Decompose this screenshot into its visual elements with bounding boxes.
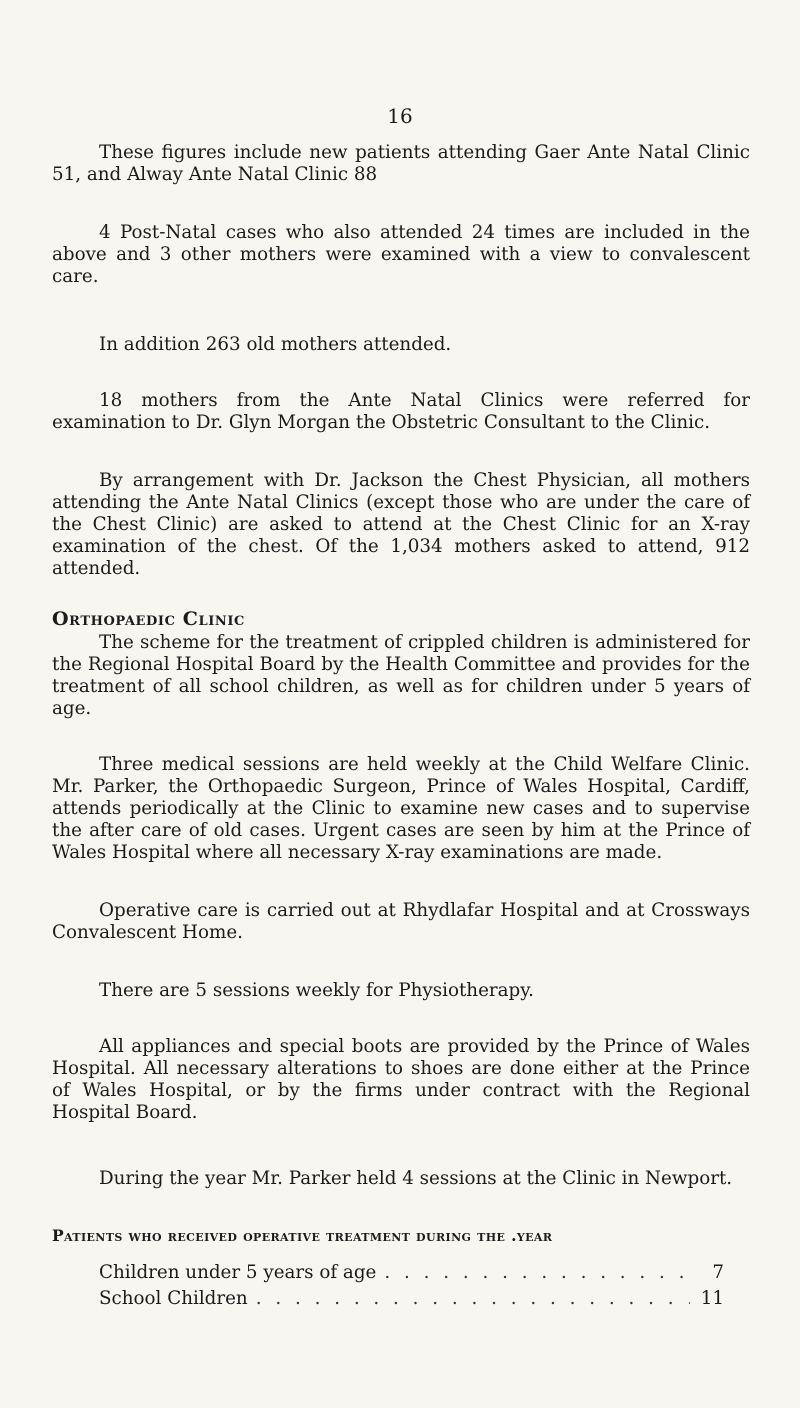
paragraph-crippled-children: The scheme for the treatment of crippled children is administered for the Regional Hospital Board by the Health Committee and provides for the treatment of all school children, as well as for children under 5 years of age. xyxy=(52,632,750,719)
leader-dots xyxy=(256,1288,690,1310)
orthopaedic-clinic-heading: Orthopaedic Clinic xyxy=(52,608,246,630)
paragraph-chest-clinic: By arrangement with Dr. Jackson the Chest Physician, all mothers attending the Ante Natal Clinics (except those who are under the care of the Chest Clinic) are asked to attend at the Chest Clinic for an X-ray examination of the chest. Of the 1,034 mothers asked to attend, 912 attended. xyxy=(52,470,750,579)
paragraph-newport-sessions: During the year Mr. Parker held 4 sessions at the Clinic in Newport. xyxy=(99,1168,733,1189)
page-number: 16 xyxy=(387,104,413,128)
table-row xyxy=(99,1262,724,1284)
table-row xyxy=(99,1288,724,1310)
row-value: 7 xyxy=(712,1262,724,1283)
operative-treatment-heading: Patients who received operative treatment during the .year xyxy=(52,1226,553,1245)
paragraph-post-natal: 4 Post-Natal cases who also attended 24 times are included in the above and 3 other mothers were examined with a view to convalescent care. xyxy=(52,222,750,287)
paragraph-old-mothers: In addition 263 old mothers attended. xyxy=(99,334,452,355)
paragraph-new-patients: These figures include new patients attending Gaer Ante Natal Clinic 51, and Alway Ante Natal Clinic 88 xyxy=(52,142,750,185)
row-label: Children under 5 years of age xyxy=(99,1262,377,1283)
paragraph-obstetric-referral: 18 mothers from the Ante Natal Clinics were referred for examination to Dr. Glyn Morgan the Obstetric Consultant to the Clinic. xyxy=(52,390,750,433)
paragraph-physiotherapy: There are 5 sessions weekly for Physiotherapy. xyxy=(99,980,534,1001)
leader-dots xyxy=(384,1262,690,1284)
paragraph-appliances: All appliances and special boots are provided by the Prince of Wales Hospital. All necessary alterations to shoes are done either at the Prince of Wales Hospital, or by the firms under contract with the Regional Hospital Board. xyxy=(52,1036,750,1123)
row-value: 11 xyxy=(700,1288,724,1309)
paragraph-operative-care: Operative care is carried out at Rhydlafar Hospital and at Crossways Convalescent Home. xyxy=(52,900,750,943)
row-label: School Children xyxy=(99,1288,248,1309)
paragraph-medical-sessions: Three medical sessions are held weekly at the Child Welfare Clinic. Mr. Parker, the Orthopaedic Surgeon, Prince of Wales Hospital, Cardiff, attends periodically at the Clinic to examine new cases and to supervise the after care of old cases. Urgent cases are seen by him at the Prince of Wales Hospital where all necessary X-ray examinations are made. xyxy=(52,754,750,863)
